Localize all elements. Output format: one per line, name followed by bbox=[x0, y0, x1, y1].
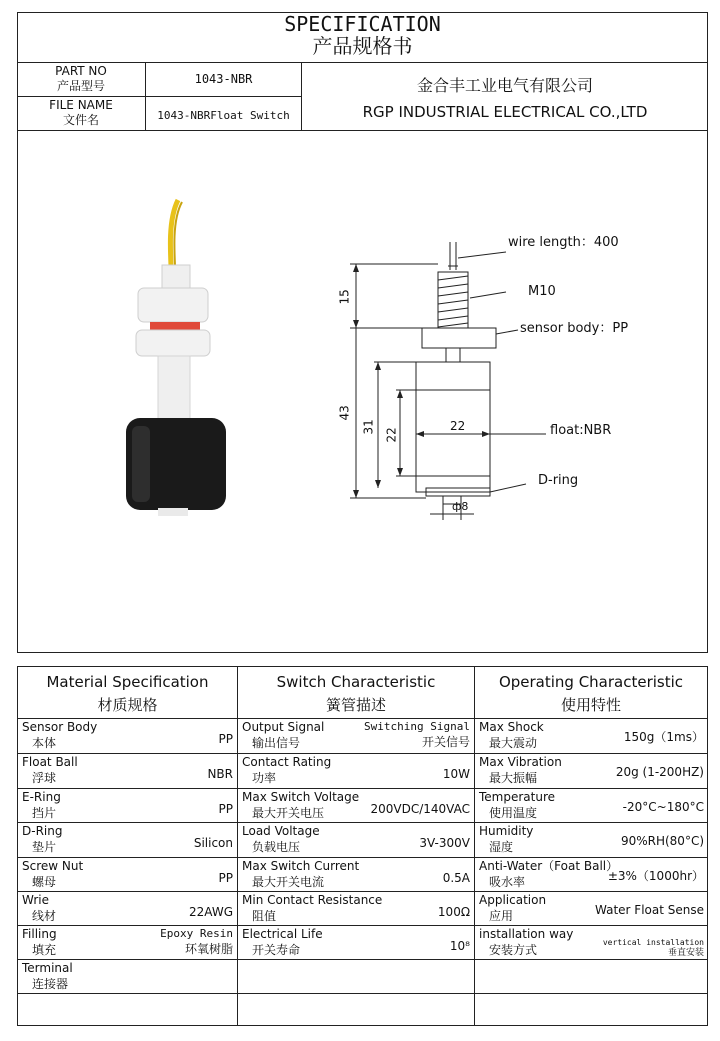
dim-22-vertical: 22 bbox=[384, 427, 399, 443]
operating-label-zh: 湿度 bbox=[489, 840, 514, 854]
switch-label-zh: 输出信号 bbox=[252, 736, 301, 750]
d-ring bbox=[158, 508, 188, 516]
operating-label-en: Temperature bbox=[479, 790, 556, 804]
material-label-en: Float Ball bbox=[22, 755, 78, 769]
operating-value: ±3%（1000hr） bbox=[607, 869, 704, 883]
switch-value: 开关信号 bbox=[421, 735, 470, 749]
dim-31: 31 bbox=[361, 419, 376, 435]
switch-label-zh: 负载电压 bbox=[252, 840, 301, 854]
operating-label-zh: 安装方式 bbox=[489, 943, 538, 957]
material-label-zh: 螺母 bbox=[32, 875, 57, 889]
operating-label-zh: 吸水率 bbox=[489, 875, 526, 889]
switch-value-en: Switching Signal bbox=[364, 720, 470, 733]
col-header-material-zh: 材质规格 bbox=[97, 696, 158, 714]
col-header-operating: Operating Characteristic bbox=[498, 673, 684, 691]
operating-label-en: installation way bbox=[479, 927, 574, 941]
switch-label-en: Max Switch Voltage bbox=[242, 790, 360, 804]
material-label-en: E-Ring bbox=[22, 790, 61, 804]
material-value-en: Epoxy Resin bbox=[160, 927, 233, 940]
file-name-value: 1043-NBRFloat Switch bbox=[157, 109, 290, 122]
switch-label-en: Max Switch Current bbox=[242, 859, 360, 873]
operating-label-zh: 应用 bbox=[489, 909, 514, 923]
sensor-collar bbox=[136, 330, 210, 356]
switch-value: 0.5A bbox=[442, 871, 470, 885]
material-value: PP bbox=[218, 732, 233, 746]
operating-value: 20g (1-200HZ) bbox=[615, 765, 704, 779]
e-ring bbox=[150, 322, 200, 330]
company-name-en: RGP INDUSTRIAL ELECTRICAL CO.,LTD bbox=[362, 103, 648, 121]
switch-value: 100Ω bbox=[437, 905, 470, 919]
material-value: PP bbox=[218, 802, 233, 816]
material-label-en: Sensor Body bbox=[22, 720, 98, 734]
sensor-body-label: sensor body：PP bbox=[520, 321, 629, 336]
switch-label-en: Electrical Life bbox=[242, 927, 323, 941]
material-label-zh: 本体 bbox=[32, 736, 57, 750]
sensor-top-cap bbox=[162, 265, 190, 290]
dim-43: 43 bbox=[337, 405, 352, 421]
material-value: PP bbox=[218, 871, 233, 885]
switch-label-en: Min Contact Resistance bbox=[242, 893, 383, 907]
material-label-zh: 垫片 bbox=[32, 840, 57, 854]
switch-label-en: Contact Rating bbox=[242, 755, 332, 769]
dim-8: ф8 bbox=[452, 500, 469, 513]
spec-title-zh: 产品规格书 bbox=[312, 34, 413, 58]
spec-title: SPECIFICATION bbox=[284, 12, 441, 36]
operating-label-en: Max Shock bbox=[479, 720, 544, 734]
material-value: NBR bbox=[207, 767, 233, 781]
file-name-label: FILE NAME bbox=[49, 98, 113, 112]
operating-label-en: Max Vibration bbox=[479, 755, 562, 769]
material-label-en: Wrie bbox=[22, 893, 49, 907]
material-label-en: Screw Nut bbox=[22, 859, 84, 873]
operating-value-en: vertical installation bbox=[602, 938, 704, 947]
material-label-en: Filling bbox=[22, 927, 57, 941]
switch-label-zh: 最大开关电流 bbox=[252, 875, 325, 889]
col-header-switch-zh: 簧管描述 bbox=[325, 696, 386, 714]
part-no-value: 1043-NBR bbox=[194, 72, 253, 86]
switch-label-zh: 开关寿命 bbox=[252, 943, 301, 957]
operating-value: Water Float Sense bbox=[595, 903, 704, 917]
wire-length-label: wire length：400 bbox=[508, 235, 619, 250]
m10-label: M10 bbox=[528, 284, 556, 299]
material-value: 环氧树脂 bbox=[184, 942, 233, 956]
switch-label-en: Output Signal bbox=[242, 720, 325, 734]
operating-label-zh: 最大振幅 bbox=[489, 771, 538, 785]
col-header-operating-zh: 使用特性 bbox=[560, 696, 621, 714]
dim-22-horizontal: 22 bbox=[450, 419, 466, 433]
operating-label-en: Application bbox=[479, 893, 547, 907]
switch-value: 200VDC/140VAC bbox=[370, 802, 470, 816]
switch-value: 3V-300V bbox=[419, 836, 470, 850]
material-label-zh: 浮球 bbox=[32, 771, 57, 785]
part-no-label: PART NO bbox=[55, 64, 107, 78]
switch-value: 10W bbox=[442, 767, 470, 781]
switch-label-zh: 最大开关电压 bbox=[252, 806, 325, 820]
material-label-zh: 挡片 bbox=[32, 806, 57, 820]
switch-label-zh: 功率 bbox=[252, 771, 277, 785]
switch-label-zh: 阻值 bbox=[252, 909, 277, 923]
operating-value: 90%RH(80°C) bbox=[620, 834, 704, 848]
screw-nut bbox=[138, 288, 208, 322]
part-no-label-zh: 产品型号 bbox=[56, 79, 105, 93]
switch-label-en: Load Voltage bbox=[242, 824, 320, 838]
operating-value: 垂直安装 bbox=[667, 948, 704, 958]
material-label-en: Terminal bbox=[22, 961, 73, 975]
col-header-material: Material Specification bbox=[46, 673, 209, 691]
material-label-en: D-Ring bbox=[22, 824, 63, 838]
dimension-drawing bbox=[330, 230, 670, 530]
d-ring-label: D-ring bbox=[538, 473, 579, 488]
material-value: Silicon bbox=[193, 836, 233, 850]
operating-label-zh: 使用温度 bbox=[489, 806, 538, 820]
material-label-zh: 填充 bbox=[32, 943, 57, 957]
switch-value: 10⁸ bbox=[449, 939, 470, 953]
operating-label-en: Anti-Water（Foat Ball） bbox=[479, 859, 619, 873]
operating-label-zh: 最大震动 bbox=[489, 736, 538, 750]
operating-value: -20°C~180°C bbox=[622, 800, 704, 814]
float-label: float:NBR bbox=[550, 423, 612, 438]
material-label-zh: 线材 bbox=[32, 909, 57, 923]
sensor-stem bbox=[158, 356, 190, 426]
file-name-label-zh: 文件名 bbox=[62, 113, 99, 127]
col-header-switch: Switch Characteristic bbox=[276, 673, 436, 691]
operating-label-en: Humidity bbox=[479, 824, 534, 838]
operating-value: 150g（1ms） bbox=[623, 730, 704, 744]
material-label-zh: 连接器 bbox=[32, 977, 69, 991]
company-name-zh: 金合丰工业电气有限公司 bbox=[416, 76, 593, 95]
dim-15: 15 bbox=[337, 289, 352, 305]
product-photo bbox=[110, 190, 250, 520]
material-value: 22AWG bbox=[189, 905, 233, 919]
